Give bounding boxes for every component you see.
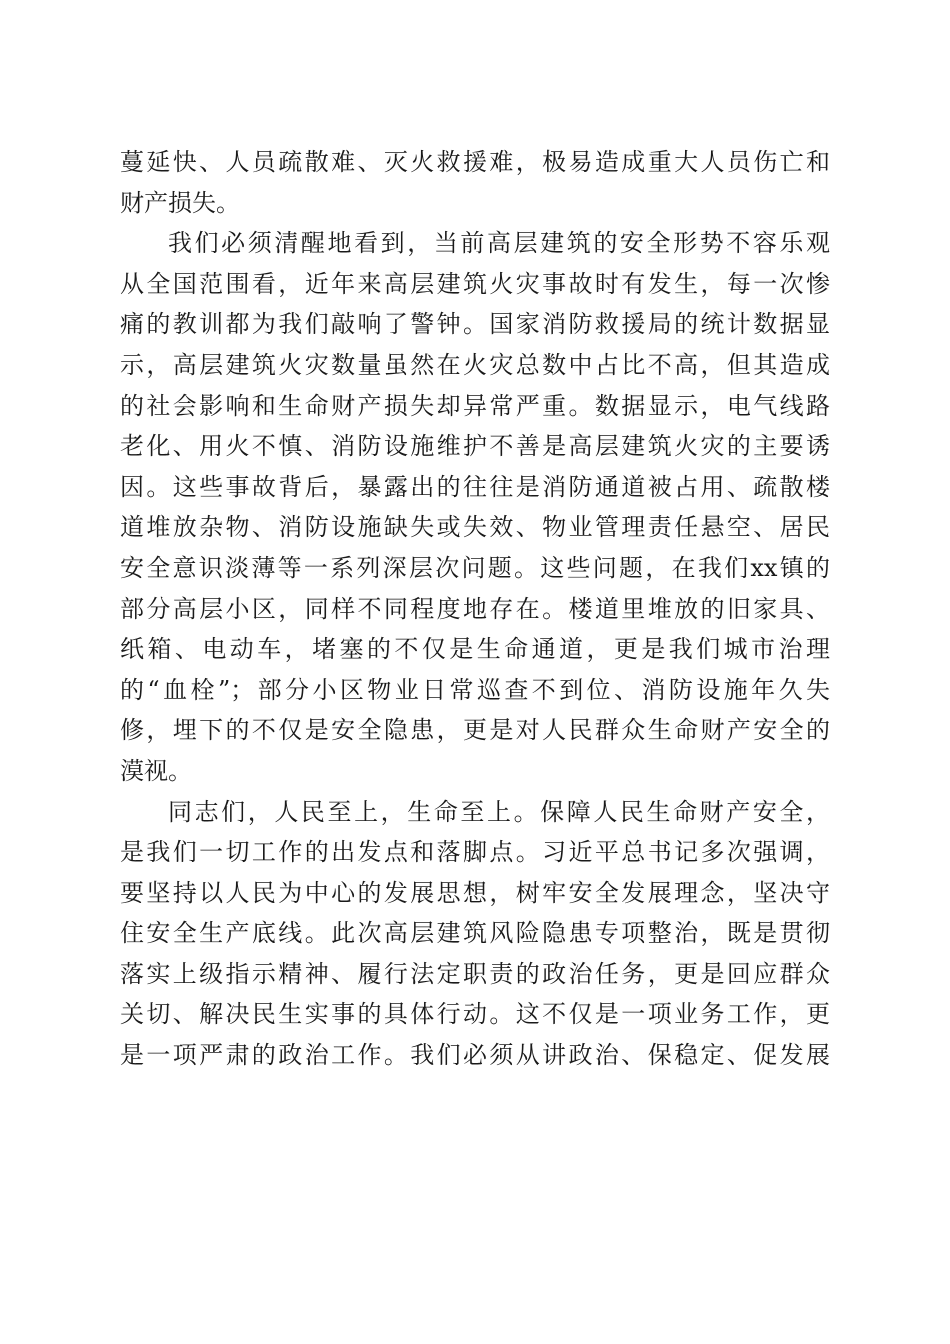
text-line: 我们必须清醒地看到，当前高层建筑的安全形势不容乐观 [168, 229, 830, 258]
text-line: 痛的教训都为我们敲响了警钟。国家消防救援局的统计数据显 [120, 310, 830, 339]
text-line: 蔓延快、人员疏散难、灭火救援难，极易造成重大人员伤亡和 [120, 148, 830, 176]
text-line: 漠视。 [120, 756, 192, 785]
text-line: 从全国范围看，近年来高层建筑火灾事故时有发生，每一次惨 [120, 269, 830, 298]
text-line: 住安全生产底线。此次高层建筑风险隐患专项整治，既是贯彻 [120, 919, 830, 948]
text-line: 的“血栓”；部分小区物业日常巡查不到位、消防设施年久失 [120, 675, 830, 704]
text-line: 部分高层小区，同样不同程度地存在。楼道里堆放的旧家具、 [120, 594, 830, 623]
text-line: 同志们，人民至上，生命至上。保障人民生命财产安全， [168, 797, 830, 826]
text-line: 财产损失。 [120, 188, 240, 217]
text-line: 老化、用火不慎、消防设施维护不善是高层建筑火灾的主要诱 [120, 432, 830, 461]
text-line: 是一项严肃的政治工作。我们必须从讲政治、保稳定、促发展 [120, 1041, 830, 1070]
text-line: 道堆放杂物、消防设施缺失或失效、物业管理责任悬空、居民 [120, 513, 830, 542]
text-line: 是我们一切工作的出发点和落脚点。习近平总书记多次强调， [120, 838, 830, 867]
text-line: 因。这些事故背后，暴露出的往往是消防通道被占用、疏散楼 [120, 472, 830, 501]
text-line: 安全意识淡薄等一系列深层次问题。这些问题，在我们xx镇的 [120, 553, 830, 582]
body-text [120, 142, 830, 1076]
text-line: 要坚持以人民为中心的发展思想，树牢安全发展理念，坚决守 [120, 878, 830, 907]
text-line: 示，高层建筑火灾数量虽然在火灾总数中占比不高，但其造成 [120, 350, 830, 379]
text-line: 纸箱、电动车，堵塞的不仅是生命通道，更是我们城市治理 [120, 635, 830, 664]
text-line: 落实上级指示精神、履行法定职责的政治任务，更是回应群众 [120, 959, 830, 988]
text-line: 修，埋下的不仅是安全隐患，更是对人民群众生命财产安全的 [120, 716, 830, 745]
text-line: 关切、解决民生实事的具体行动。这不仅是一项业务工作，更 [120, 1000, 830, 1029]
text-line: 的社会影响和生命财产损失却异常严重。数据显示，电气线路 [120, 391, 830, 420]
